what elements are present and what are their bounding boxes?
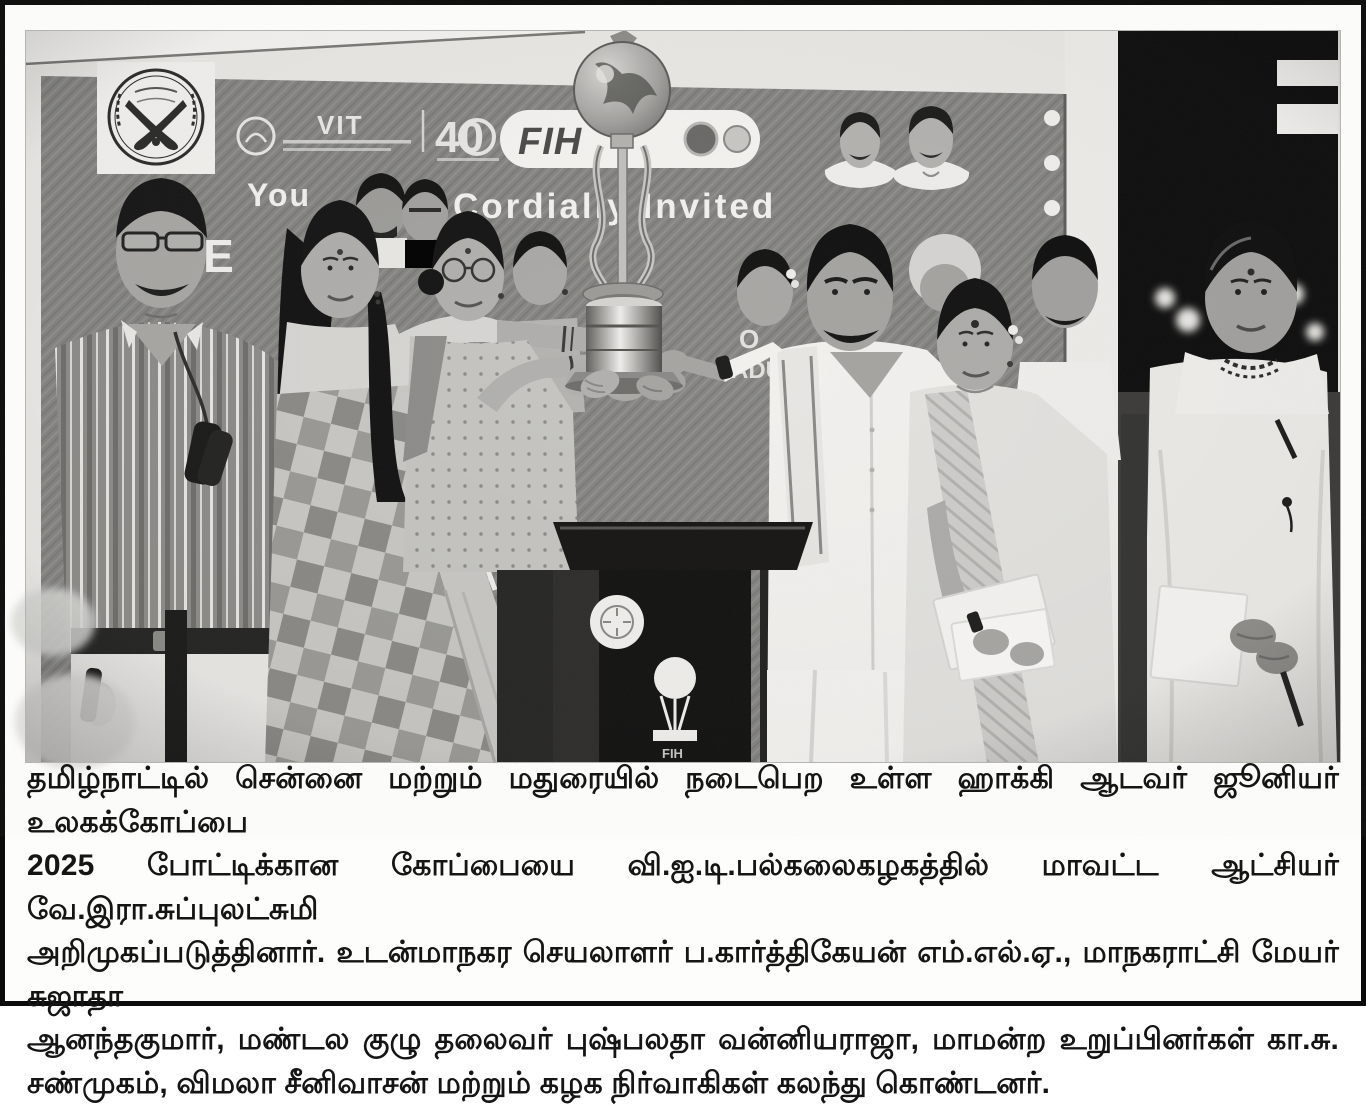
- photo-caption: [27, 757, 1339, 1105]
- caption-line-5: சண்முகம், விமலா சீனிவாசன் மற்றும் கழக நிர்வாகிகள் கலந்து கொண்டனர்.: [27, 1062, 1339, 1105]
- event-photograph: [25, 30, 1341, 763]
- caption-line-3: அறிமுகப்படுத்தினார். உடன்மாநகர செயலாளர் ப.கார்த்திகேயன் எம்.எல்.ஏ., மாநகராட்சி மேயர் சுஜாதா: [27, 931, 1339, 1018]
- caption-line-1: தமிழ்நாட்டில் சென்னை மற்றும் மதுரையில் நடைபெற உள்ள ஹாக்கி ஆடவர் ஜூனியர் உலகக்கோப்பை: [27, 757, 1339, 844]
- caption-line-4: ஆனந்தகுமார், மண்டல குழு தலைவர் புஷ்பலதா வன்னியராஜா, மாமன்ற உறுப்பினர்கள் கா.சு.: [27, 1018, 1339, 1062]
- photo-grain: [25, 30, 1341, 763]
- caption-line-2: 2025 போட்டிக்கான கோப்பையை வி.ஐ.டி.பல்கலைகழகத்தில் மாவட்ட ஆட்சியர் வே.இரா.சுப்புலட்சுமி: [27, 844, 1339, 931]
